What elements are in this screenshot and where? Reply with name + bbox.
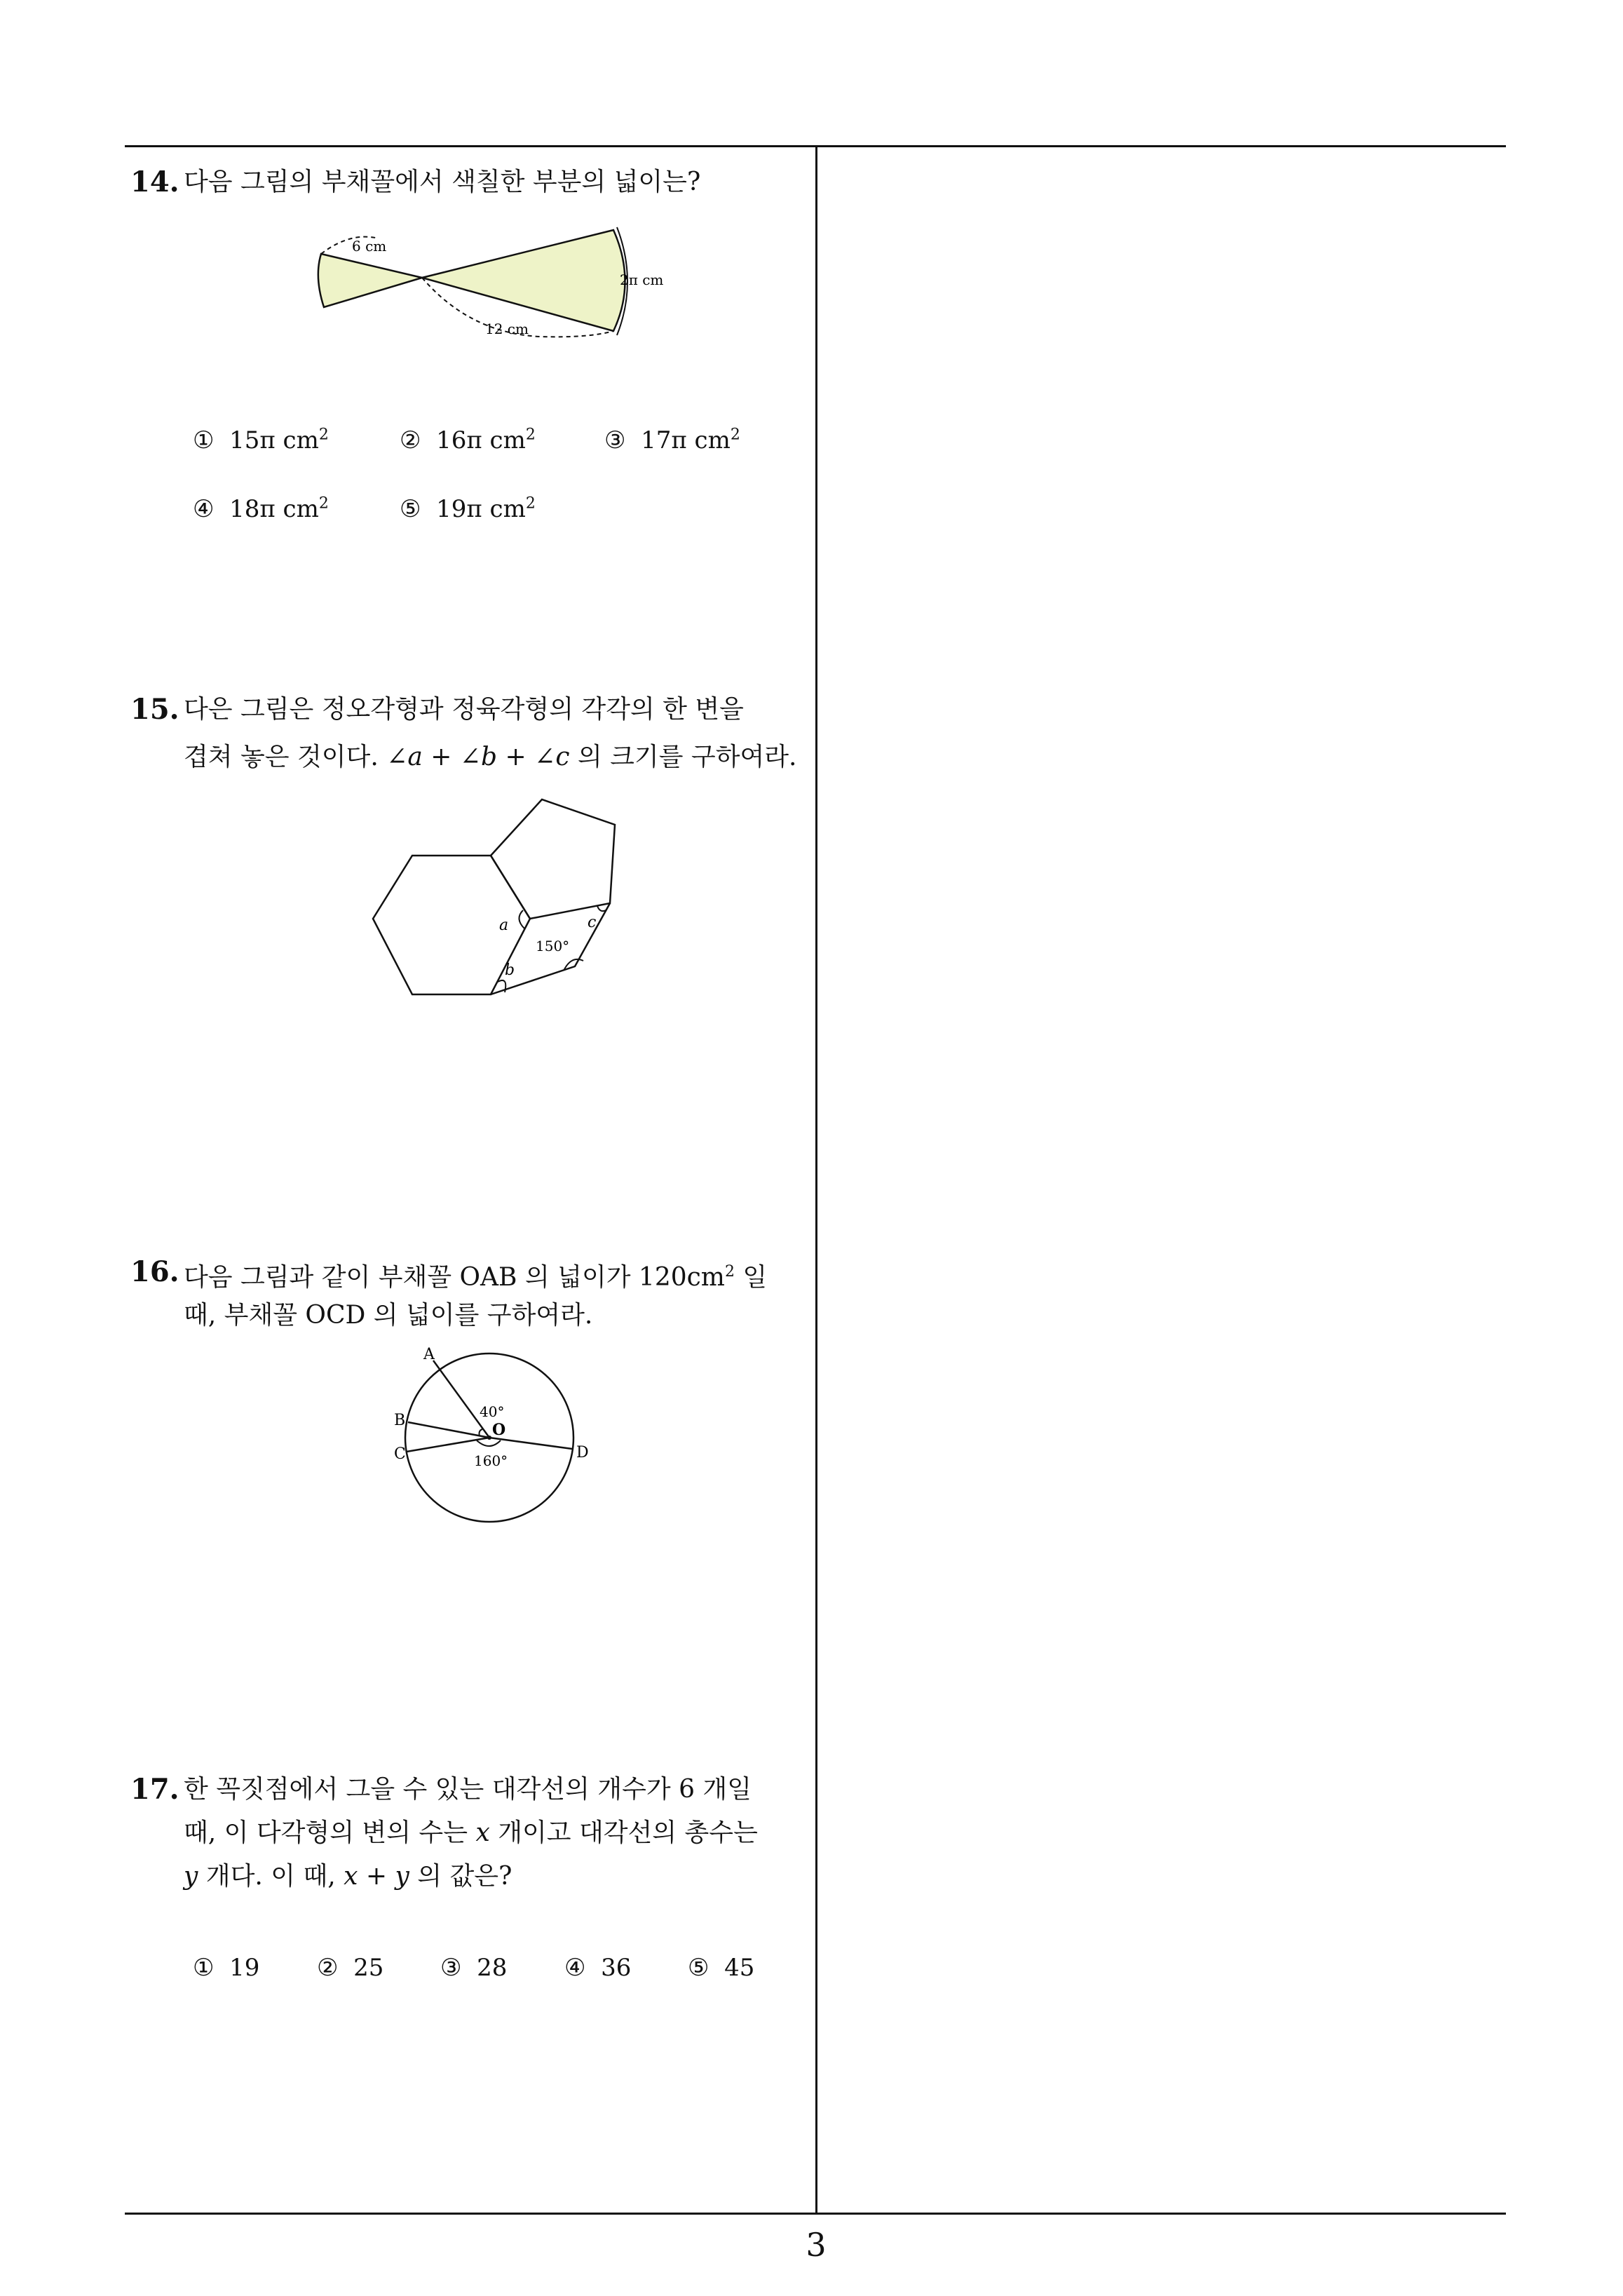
sector-figure [308,217,673,344]
angle-160-arc [477,1440,501,1446]
question-number: 14. [130,166,179,198]
question-text-line2: 겹쳐 놓은 것이다. ∠a + ∠b + ∠c 의 크기를 구하여라. [184,743,797,771]
choice-1[interactable]: ① 15π $cm^2$ [193,426,329,454]
question-number: 16. [130,1255,179,1288]
label-D: D [576,1444,589,1461]
question-text-line2: 때, 부채꼴 OCD 의 넓이를 구하여라. [184,1301,593,1330]
choice-1[interactable]: ① 19 [193,1954,260,1982]
question-text-line1: 다은 그림은 정오각형과 정육각형의 각각의 한 변을 [184,695,744,724]
label-A: A [423,1346,435,1363]
radius-OC [407,1438,489,1452]
choice-2[interactable]: ② 25 [317,1954,384,1982]
question-text: 다음 그림의 부채꼴에서 색칠한 부분의 넓이는? [184,168,701,196]
question-number: 17. [130,1773,179,1806]
choice-3[interactable]: ③ 17π $cm^2$ [604,426,740,454]
label-B: B [394,1412,406,1429]
choice-3[interactable]: ③ 28 [440,1954,508,1982]
label-150: 150° [536,938,570,954]
large-sector-shade [422,230,625,331]
circle-figure [386,1346,610,1529]
label-O: O [492,1421,506,1439]
label-2pi-cm: 2π cm [620,271,664,288]
question-text-line1: 다음 그림과 같이 부채꼴 OAB 의 넓이가 $120cm^2$ 일 [184,1263,768,1292]
bottom-rule [125,2213,1506,2215]
choice-5[interactable]: ⑤ 45 [688,1954,755,1982]
question-text-line2: 때, 이 다각형의 변의 수는 x 개이고 대각선의 총수는 [184,1818,758,1847]
choice-4[interactable]: ④ 18π $cm^2$ [193,494,329,523]
angle-a-arc [519,910,524,928]
small-sector-shade [318,254,422,307]
label-40: 40° [480,1403,505,1420]
pentagon [491,799,615,919]
choice-4[interactable]: ④ 36 [564,1954,632,1982]
label-b: b [505,961,515,979]
page-number: 3 [806,2226,827,2264]
angle-c-arc [597,906,606,911]
question-text-line3: y 개다. 이 때, x + y 의 값은? [184,1862,512,1891]
radius-OA [433,1360,489,1438]
polygon-figure [365,792,631,1003]
label-a: a [499,917,509,934]
label-160: 160° [474,1452,508,1469]
question-number: 15. [130,693,179,726]
center-point [487,1436,491,1440]
radius-OB [408,1422,489,1438]
choice-5[interactable]: ⑤ 19π $cm^2$ [400,494,536,523]
choice-2[interactable]: ② 16π $cm^2$ [400,426,536,454]
label-C: C [394,1445,406,1463]
label-6cm: 6 cm [352,238,387,255]
radius-OD [489,1438,572,1449]
question-text-line1: 한 꼭짓점에서 그을 수 있는 대각선의 개수가 6 개일 [184,1775,752,1804]
column-divider [815,145,817,2214]
label-c: c [588,914,597,931]
label-12cm: 12 cm [485,320,529,337]
